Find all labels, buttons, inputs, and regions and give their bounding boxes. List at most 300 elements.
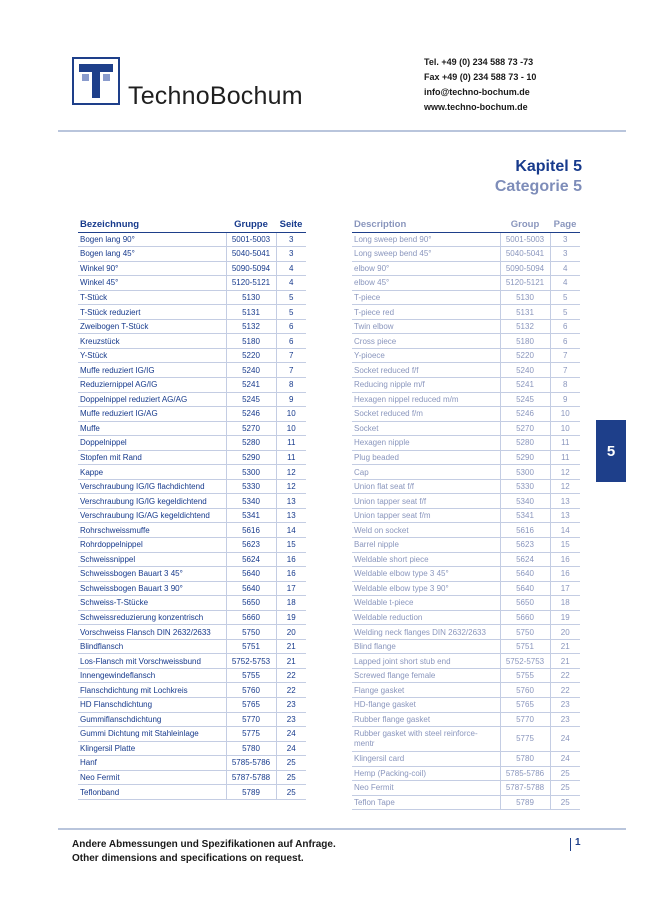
cell-group: 5640: [226, 567, 276, 582]
cell-page: 19: [276, 610, 306, 625]
cell-group: 5180: [226, 334, 276, 349]
cell-description: Hexagen nippel reduced m/m: [352, 392, 500, 407]
table-row: [78, 741, 306, 756]
cell-page: 17: [276, 581, 306, 596]
table-row: [352, 261, 580, 276]
cell-group: 5270: [226, 421, 276, 436]
cell-page: 17: [550, 581, 580, 596]
cell-page: 6: [276, 334, 306, 349]
cell-group: 5341: [226, 508, 276, 523]
table-row: [352, 766, 580, 781]
table-row: [78, 276, 306, 291]
cell-description: Welding neck flanges DIN 2632/2633: [352, 625, 500, 640]
table-row: [352, 494, 580, 509]
cell-description: Schweiss-T-Stücke: [78, 596, 226, 611]
table-row: [352, 752, 580, 767]
cell-description: Los-Flansch mit Vorschweissbund: [78, 654, 226, 669]
cell-page: 22: [276, 683, 306, 698]
cell-page: 12: [550, 465, 580, 480]
cell-group: 5750: [500, 625, 550, 640]
cell-page: 9: [276, 392, 306, 407]
cell-group: 5751: [500, 639, 550, 654]
cell-group: 5040-5041: [226, 247, 276, 262]
cell-group: 5241: [226, 377, 276, 392]
contact-fax: Fax +49 (0) 234 588 73 - 10: [424, 72, 537, 82]
cell-group: 5752-5753: [226, 654, 276, 669]
cell-description: T-Stück: [78, 290, 226, 305]
cell-page: 4: [276, 261, 306, 276]
cell-group: 5660: [226, 610, 276, 625]
cell-description: Weldable elbow type 3 45°: [352, 567, 500, 582]
page-number: 1: [575, 837, 581, 848]
cell-group: 5131: [226, 305, 276, 320]
table-row: [78, 348, 306, 363]
cell-description: Verschraubung IG/IG kegeldichtend: [78, 494, 226, 509]
cell-page: 7: [276, 363, 306, 378]
cell-group: 5130: [226, 290, 276, 305]
chapter-title-en: Categorie 5: [494, 178, 582, 195]
cell-page: 23: [550, 712, 580, 727]
cell-page: 10: [550, 407, 580, 422]
table-row: [352, 450, 580, 465]
cell-group: 5180: [500, 334, 550, 349]
table-row: [352, 625, 580, 640]
cell-description: Twin elbow: [352, 319, 500, 334]
cell-group: 5132: [500, 319, 550, 334]
cell-description: Reducing nipple m/f: [352, 377, 500, 392]
cell-group: 5341: [500, 508, 550, 523]
table-row: [78, 712, 306, 727]
table-row: [352, 639, 580, 654]
cell-page: 5: [550, 290, 580, 305]
brand-name: TechnoBochum: [128, 82, 303, 110]
cell-page: 5: [550, 305, 580, 320]
cell-description: Cap: [352, 465, 500, 480]
cell-description: T-piece: [352, 290, 500, 305]
table-row: [352, 781, 580, 796]
cell-page: 3: [550, 247, 580, 262]
cell-group: 5300: [226, 465, 276, 480]
table-row: [352, 552, 580, 567]
cell-description: Hanf: [78, 756, 226, 771]
table-row: [352, 596, 580, 611]
technobochum-logo-icon: [72, 57, 120, 105]
cell-description: Verschraubung IG/AG kegeldichtend: [78, 508, 226, 523]
cell-group: 5616: [500, 523, 550, 538]
cell-page: 3: [276, 247, 306, 262]
cell-group: 5623: [226, 537, 276, 552]
cell-group: 5765: [500, 698, 550, 713]
column-header-group: Group: [500, 217, 550, 232]
cell-group: 5340: [226, 494, 276, 509]
footer-note: [72, 838, 336, 866]
cell-description: Schweissreduzierung konzentrisch: [78, 610, 226, 625]
table-row: [352, 319, 580, 334]
footer-note-en: Other dimensions and specifications on request.: [72, 853, 304, 864]
table-row: [352, 407, 580, 422]
table-row: [78, 494, 306, 509]
table-row: [78, 421, 306, 436]
cell-page: 6: [550, 319, 580, 334]
cell-description: Innengewindeflansch: [78, 668, 226, 683]
cell-group: 5240: [226, 363, 276, 378]
table-row: [78, 770, 306, 785]
cell-description: Hexagen nipple: [352, 436, 500, 451]
cell-page: 12: [276, 479, 306, 494]
table-row: [78, 625, 306, 640]
cell-group: 5765: [226, 698, 276, 713]
table-row: [78, 756, 306, 771]
cell-page: 18: [276, 596, 306, 611]
table-row: [352, 727, 580, 752]
cell-description: Gummiflanschdichtung: [78, 712, 226, 727]
cell-page: 15: [550, 537, 580, 552]
cell-group: 5240: [500, 363, 550, 378]
contact-block: [424, 55, 536, 115]
table-row: [352, 683, 580, 698]
cell-group: 5001-5003: [500, 232, 550, 247]
cell-description: HD Flanschdichtung: [78, 698, 226, 713]
cell-description: Socket reduced f/f: [352, 363, 500, 378]
cell-group: 5640: [226, 581, 276, 596]
table-row: [78, 727, 306, 742]
cell-description: Schweissbogen Bauart 3 45°: [78, 567, 226, 582]
cell-page: 20: [550, 625, 580, 640]
cell-page: 20: [276, 625, 306, 640]
cell-page: 24: [550, 752, 580, 767]
table-row: [352, 247, 580, 262]
cell-description: Schweissbogen Bauart 3 90°: [78, 581, 226, 596]
cell-group: 5040-5041: [500, 247, 550, 262]
cell-group: 5650: [500, 596, 550, 611]
table-row: [352, 508, 580, 523]
contact-tel: Tel. +49 (0) 234 588 73 -73: [424, 57, 534, 67]
table-row: [78, 450, 306, 465]
cell-page: 12: [276, 465, 306, 480]
cell-group: 5752-5753: [500, 654, 550, 669]
table-header-row: [78, 217, 306, 232]
table-row: [78, 436, 306, 451]
product-table-de: [78, 217, 306, 800]
contact-website[interactable]: www.techno-bochum.de: [424, 102, 528, 112]
cell-group: 5780: [226, 741, 276, 756]
cell-group: 5760: [226, 683, 276, 698]
column-header-gruppe: Gruppe: [226, 217, 276, 232]
cell-description: Neo Fermit: [352, 781, 500, 796]
cell-page: 25: [276, 756, 306, 771]
cell-page: 10: [550, 421, 580, 436]
table-row: [78, 465, 306, 480]
table-row: [78, 552, 306, 567]
cell-page: 11: [550, 450, 580, 465]
table-row: [78, 581, 306, 596]
cell-page: 11: [276, 450, 306, 465]
cell-group: 5220: [500, 348, 550, 363]
cell-group: 5090-5094: [226, 261, 276, 276]
table-row: [78, 698, 306, 713]
column-header-description: Description: [352, 217, 500, 232]
cell-group: 5300: [500, 465, 550, 480]
cell-page: 7: [550, 363, 580, 378]
cell-description: Teflon Tape: [352, 795, 500, 810]
cell-description: Union tapper seat f/f: [352, 494, 500, 509]
cell-description: Doppelnippel: [78, 436, 226, 451]
cell-group: 5245: [500, 392, 550, 407]
cell-page: 16: [276, 552, 306, 567]
cell-group: 5787-5788: [500, 781, 550, 796]
cell-group: 5780: [500, 752, 550, 767]
cell-page: 21: [276, 639, 306, 654]
cell-group: 5280: [500, 436, 550, 451]
cell-description: Muffe reduziert IG/IG: [78, 363, 226, 378]
cell-group: 5789: [226, 785, 276, 800]
cell-description: Y-pioece: [352, 348, 500, 363]
cell-group: 5640: [500, 567, 550, 582]
cell-page: 10: [276, 407, 306, 422]
table-row: [352, 567, 580, 582]
table-row: [352, 232, 580, 247]
table-row: [78, 639, 306, 654]
cell-group: 5785-5786: [500, 766, 550, 781]
cell-page: 22: [276, 668, 306, 683]
table-row: [78, 596, 306, 611]
cell-group: 5340: [500, 494, 550, 509]
cell-description: Union flat seat f/f: [352, 479, 500, 494]
cell-page: 13: [276, 508, 306, 523]
cell-description: Stopfen mit Rand: [78, 450, 226, 465]
table-row: [352, 479, 580, 494]
cell-description: Socket reduced f/m: [352, 407, 500, 422]
cell-page: 24: [276, 741, 306, 756]
cell-description: Muffe reduziert IG/AG: [78, 407, 226, 422]
cell-description: Verschraubung IG/IG flachdichtend: [78, 479, 226, 494]
cell-group: 5132: [226, 319, 276, 334]
cell-page: 13: [550, 494, 580, 509]
cell-page: 7: [276, 348, 306, 363]
cell-group: 5220: [226, 348, 276, 363]
cell-page: 16: [550, 567, 580, 582]
contact-email[interactable]: info@techno-bochum.de: [424, 87, 530, 97]
cell-description: Klingersil card: [352, 752, 500, 767]
cell-group: 5750: [226, 625, 276, 640]
cell-description: Long sweep bend 90°: [352, 232, 500, 247]
cell-description: Flange gasket: [352, 683, 500, 698]
cell-page: 14: [276, 523, 306, 538]
table-row: [78, 334, 306, 349]
cell-page: 19: [550, 610, 580, 625]
cell-group: 5751: [226, 639, 276, 654]
table-row: [352, 377, 580, 392]
table-row: [352, 421, 580, 436]
cell-page: 25: [276, 785, 306, 800]
footer-divider: [58, 828, 626, 830]
cell-page: 8: [276, 377, 306, 392]
cell-description: Doppelnippel reduziert AG/AG: [78, 392, 226, 407]
cell-page: 16: [276, 567, 306, 582]
table-row: [352, 465, 580, 480]
footer-note-de: Andere Abmessungen und Spezifikationen auf Anfrage.: [72, 839, 336, 850]
cell-page: 21: [550, 654, 580, 669]
cell-group: 5270: [500, 421, 550, 436]
chapter-title-de: Kapitel 5: [515, 158, 582, 175]
cell-description: T-piece red: [352, 305, 500, 320]
table-row: [78, 523, 306, 538]
cell-group: 5623: [500, 537, 550, 552]
cell-page: 3: [550, 232, 580, 247]
table-row: [78, 290, 306, 305]
column-header-bezeichnung: Bezeichnung: [78, 217, 226, 232]
cell-description: Hemp (Packing-coil): [352, 766, 500, 781]
cell-description: Union tapper seat f/m: [352, 508, 500, 523]
cell-description: Cross piece: [352, 334, 500, 349]
cell-page: 25: [550, 795, 580, 810]
table-row: [78, 392, 306, 407]
cell-group: 5246: [500, 407, 550, 422]
cell-description: HD-flange gasket: [352, 698, 500, 713]
cell-description: Blind flange: [352, 639, 500, 654]
cell-description: Rubber gasket with steel reinforce-mentr: [352, 727, 500, 752]
cell-description: Flanschdichtung mit Lochkreis: [78, 683, 226, 698]
cell-page: 6: [550, 334, 580, 349]
table-row: [78, 363, 306, 378]
header-divider: [58, 130, 626, 132]
cell-group: 5775: [500, 727, 550, 752]
cell-page: 25: [550, 781, 580, 796]
cell-description: Rohrdoppelnippel: [78, 537, 226, 552]
cell-description: elbow 90°: [352, 261, 500, 276]
table-row: [352, 795, 580, 810]
cell-group: 5120-5121: [500, 276, 550, 291]
cell-group: 5245: [226, 392, 276, 407]
cell-description: Schweissnippel: [78, 552, 226, 567]
cell-group: 5131: [500, 305, 550, 320]
cell-page: 23: [276, 698, 306, 713]
cell-page: 5: [276, 305, 306, 320]
cell-group: 5650: [226, 596, 276, 611]
cell-group: 5770: [226, 712, 276, 727]
cell-page: 25: [276, 770, 306, 785]
table-row: [352, 305, 580, 320]
cell-description: Weldable t-piece: [352, 596, 500, 611]
cell-page: 4: [550, 276, 580, 291]
cell-group: 5624: [500, 552, 550, 567]
cell-page: 3: [276, 232, 306, 247]
cell-group: 5789: [500, 795, 550, 810]
cell-description: Gummi Dichtung mit Stahleinlage: [78, 727, 226, 742]
cell-group: 5775: [226, 727, 276, 742]
cell-group: 5624: [226, 552, 276, 567]
cell-group: 5785-5786: [226, 756, 276, 771]
cell-description: Barrel nipple: [352, 537, 500, 552]
cell-page: 13: [550, 508, 580, 523]
cell-description: Y-Stück: [78, 348, 226, 363]
chapter-side-tab: 5: [596, 420, 626, 482]
cell-page: 4: [276, 276, 306, 291]
column-header-seite: Seite: [276, 217, 306, 232]
table-row: [352, 523, 580, 538]
cell-page: 18: [550, 596, 580, 611]
table-row: [78, 610, 306, 625]
cell-page: 21: [276, 654, 306, 669]
cell-group: 5755: [226, 668, 276, 683]
table-row: [78, 508, 306, 523]
cell-page: 24: [276, 727, 306, 742]
cell-description: elbow 45°: [352, 276, 500, 291]
cell-page: 22: [550, 668, 580, 683]
cell-page: 23: [550, 698, 580, 713]
table-row: [78, 232, 306, 247]
cell-group: 5246: [226, 407, 276, 422]
cell-group: 5241: [500, 377, 550, 392]
cell-page: 5: [276, 290, 306, 305]
table-row: [352, 668, 580, 683]
table-row: [352, 581, 580, 596]
page-number-separator: [570, 838, 571, 851]
table-row: [352, 276, 580, 291]
table-row: [352, 654, 580, 669]
product-table-en: [352, 217, 580, 810]
table-row: [78, 261, 306, 276]
cell-description: Muffe: [78, 421, 226, 436]
table-row: [78, 377, 306, 392]
cell-description: Reduziernippel AG/IG: [78, 377, 226, 392]
cell-group: 5660: [500, 610, 550, 625]
cell-description: Kappe: [78, 465, 226, 480]
cell-description: Weldable reduction: [352, 610, 500, 625]
cell-description: Zweibogen T-Stück: [78, 319, 226, 334]
cell-description: Weldable short piece: [352, 552, 500, 567]
cell-group: 5787-5788: [226, 770, 276, 785]
cell-page: 6: [276, 319, 306, 334]
table-row: [352, 392, 580, 407]
cell-description: Blindflansch: [78, 639, 226, 654]
cell-description: Lapped joint short stub end: [352, 654, 500, 669]
table-row: [352, 290, 580, 305]
cell-description: Screwed flange female: [352, 668, 500, 683]
cell-group: 5640: [500, 581, 550, 596]
table-row: [352, 610, 580, 625]
table-row: [78, 305, 306, 320]
cell-page: 24: [550, 727, 580, 752]
table-row: [78, 479, 306, 494]
table-row: [352, 698, 580, 713]
cell-group: 5290: [500, 450, 550, 465]
cell-page: 25: [550, 766, 580, 781]
table-row: [352, 334, 580, 349]
cell-page: 22: [550, 683, 580, 698]
cell-group: 5280: [226, 436, 276, 451]
cell-page: 11: [276, 436, 306, 451]
cell-description: Winkel 45°: [78, 276, 226, 291]
cell-page: 13: [276, 494, 306, 509]
cell-page: 10: [276, 421, 306, 436]
cell-page: 16: [550, 552, 580, 567]
table-row: [352, 436, 580, 451]
cell-page: 14: [550, 523, 580, 538]
cell-page: 21: [550, 639, 580, 654]
cell-description: Bogen lang 90°: [78, 232, 226, 247]
cell-group: 5770: [500, 712, 550, 727]
table-row: [78, 407, 306, 422]
cell-group: 5330: [226, 479, 276, 494]
cell-group: 5330: [500, 479, 550, 494]
table-row: [78, 567, 306, 582]
cell-description: Rohrschweissmuffe: [78, 523, 226, 538]
cell-page: 15: [276, 537, 306, 552]
table-row: [78, 319, 306, 334]
cell-page: 7: [550, 348, 580, 363]
table-row: [78, 683, 306, 698]
